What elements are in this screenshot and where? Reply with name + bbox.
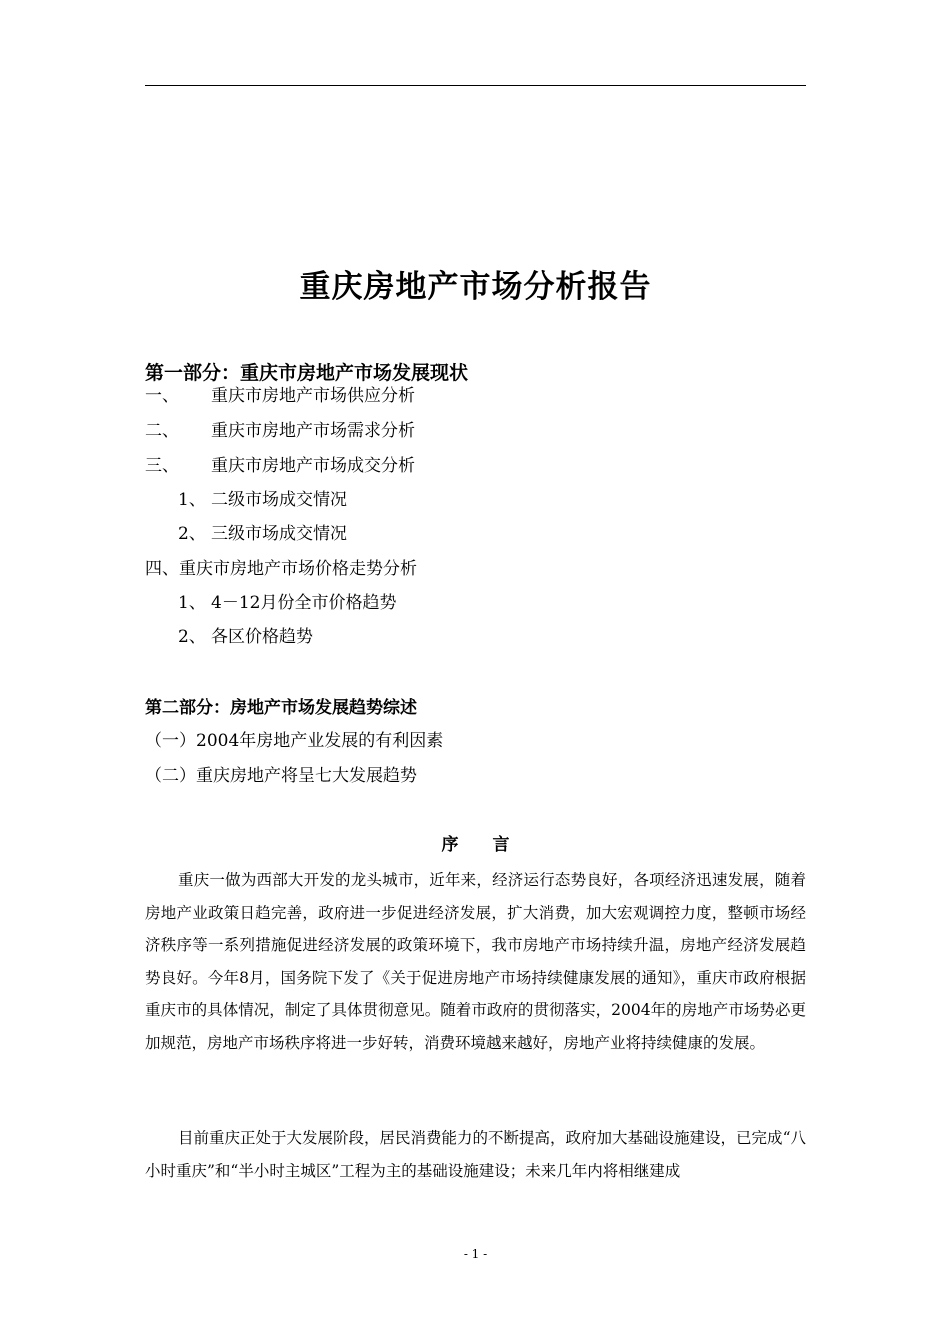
toc-item xyxy=(145,418,415,444)
toc-item-text: 各区价格趋势 xyxy=(211,627,313,647)
part2-heading: 第二部分：房地产市场发展趋势综述 xyxy=(145,698,417,718)
toc-item-number: 2、 xyxy=(178,627,206,647)
toc-item-text: 重庆市房地产市场需求分析 xyxy=(211,421,415,441)
toc-item-text: （一）2004年房地产业发展的有利因素 xyxy=(145,731,444,751)
toc-subitem xyxy=(178,590,396,616)
document-title: 重庆房地产市场分析报告 xyxy=(299,269,652,305)
preface-title: 序 言 xyxy=(441,835,510,855)
toc-item xyxy=(145,556,417,582)
toc-item xyxy=(145,728,443,754)
preface-paragraph: 重庆一做为西部大开发的龙头城市，近年来，经济运行态势良好，各项经济迅速发展，随着房地产业政策日趋完善，政府进一步促进经济发展，扩大消费，加大宏观调控力度，整顿市场经济秩序等一系列措施促进经济发展的政策环境下，我市房地产市场持续升温，房地产经济发展趋势良好。今年8月，国务院下发了《关于促进房地产市场持续健康发展的通知》，重庆市政府根据重庆市的具体情况，制定了具体贯彻意见。随着市政府的贯彻落实，2004年的房地产市场势必更加规范，房地产市场秩序将进一步好转，消费环境越来越好，房地产业将持续健康的发展。 xyxy=(145,871,806,1052)
toc-item-number: 1、 xyxy=(178,593,206,613)
toc-item-text: 二级市场成交情况 xyxy=(211,490,347,510)
toc-item-number: 2、 xyxy=(178,524,206,544)
toc-item-number: 三、 xyxy=(145,456,179,476)
header-rule xyxy=(145,85,806,86)
toc-item-text: 重庆市房地产市场供应分析 xyxy=(211,386,415,406)
toc-item xyxy=(145,763,417,789)
toc-item-number: 1、 xyxy=(178,490,206,510)
toc-subitem xyxy=(178,624,313,650)
toc-item-text: 三级市场成交情况 xyxy=(211,524,347,544)
toc-item-number: 二、 xyxy=(145,421,179,441)
toc-item-text: 重庆市房地产市场成交分析 xyxy=(211,456,415,476)
toc-subitem xyxy=(178,487,347,513)
toc-item-text: （二）重庆房地产将呈七大发展趋势 xyxy=(145,766,417,786)
page-number: - 1 - xyxy=(463,1247,488,1261)
toc-item xyxy=(145,453,415,479)
toc-item-number: 四、 xyxy=(145,559,179,579)
toc-item xyxy=(145,383,415,409)
toc-subitem xyxy=(178,521,347,547)
preface-paragraph: 目前重庆正处于大发展阶段，居民消费能力的不断提高，政府加大基础设施建设，已完成“八小时重庆”和“半小时主城区”工程为主的基础设施建设；未来几年内将相继建成 xyxy=(145,1129,806,1180)
part1-heading: 第一部分：重庆市房地产市场发展现状 xyxy=(145,362,469,384)
toc-item-number: 一、 xyxy=(145,386,179,406)
toc-item-text: 重庆市房地产市场价格走势分析 xyxy=(179,559,417,579)
toc-item-text: 4－12月份全市价格趋势 xyxy=(211,593,397,613)
